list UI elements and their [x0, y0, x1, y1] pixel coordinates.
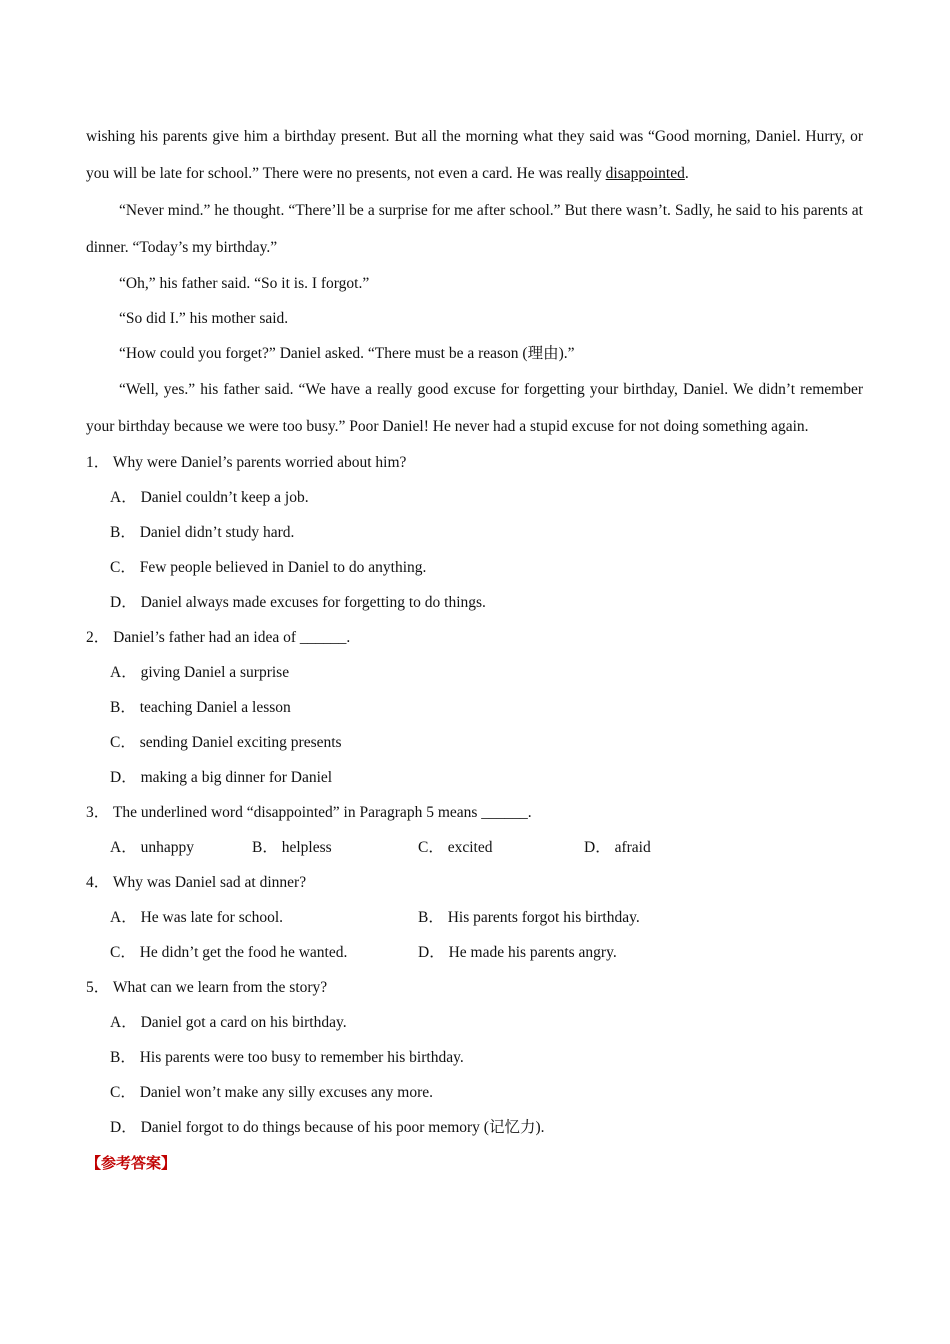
question-5: [86, 970, 863, 1145]
question-4-options-row-2: [86, 935, 863, 970]
question-3-option-c[interactable]: C． excited: [418, 839, 493, 856]
question-2-option-a[interactable]: A． giving Daniel a surprise: [110, 664, 290, 681]
question-3-stem: 3． The underlined word “disappointed” in Paragraph 5 means ______.: [86, 804, 532, 821]
document-page: [86, 118, 863, 1181]
question-4: [86, 865, 863, 970]
question-1-option-c[interactable]: C． Few people believed in Daniel to do anything.: [110, 559, 427, 576]
question-1-stem: 1． Why were Daniel’s parents worried about him?: [86, 454, 407, 471]
question-1: [86, 445, 863, 620]
question-4-options-row-1: [86, 900, 863, 935]
passage-paragraph-1-end: .: [684, 165, 689, 182]
question-3-option-d[interactable]: D． afraid: [584, 839, 651, 856]
question-3-option-a[interactable]: A． unhappy: [110, 839, 194, 856]
question-1-option-a[interactable]: A． Daniel couldn’t keep a job.: [110, 489, 309, 506]
question-5-option-b[interactable]: B． His parents were too busy to remember his birthday.: [110, 1049, 464, 1066]
passage-paragraph-3: “Oh,” his father said. “So it is. I forgot.”: [119, 275, 370, 292]
question-2-option-d[interactable]: D． making a big dinner for Daniel: [110, 769, 333, 786]
question-4-option-b[interactable]: B． His parents forgot his birthday.: [418, 909, 640, 926]
question-3-option-b[interactable]: B． helpless: [252, 839, 332, 856]
question-1-option-b[interactable]: B． Daniel didn’t study hard.: [110, 524, 295, 541]
question-4-option-d[interactable]: D． He made his parents angry.: [418, 944, 617, 961]
question-5-option-c[interactable]: C． Daniel won’t make any silly excuses any more.: [110, 1084, 433, 1101]
question-5-option-a[interactable]: A． Daniel got a card on his birthday.: [110, 1014, 347, 1031]
passage-paragraph-1-text: wishing his parents give him a birthday present. But all the morning what they said was “Good morning, Daniel. Hurry, or you will be late for school.” There were no presents, not even a card. He was really: [86, 128, 863, 182]
question-4-option-a[interactable]: A． He was late for school.: [110, 909, 284, 926]
passage-paragraph-5: “How could you forget?” Daniel asked. “There must be a reason (理由).”: [119, 345, 575, 362]
passage-paragraph-4: “So did I.” his mother said.: [119, 310, 289, 327]
question-4-stem: 4． Why was Daniel sad at dinner?: [86, 874, 307, 891]
question-5-stem: 5． What can we learn from the story?: [86, 979, 328, 996]
question-2: [86, 620, 863, 795]
question-2-stem: 2． Daniel’s father had an idea of ______.: [86, 629, 351, 646]
underlined-word-disappointed: disappointed: [605, 165, 685, 182]
passage-paragraph-6: “Well, yes.” his father said. “We have a really good excuse for forgetting your birthday, Daniel. We didn’t remember your birthday because we were too busy.” Poor Daniel! He never had a stupid excuse for not doing something again.: [86, 381, 863, 435]
passage-paragraph-1: [86, 118, 863, 192]
question-2-option-b[interactable]: B． teaching Daniel a lesson: [110, 699, 291, 716]
question-5-option-d[interactable]: D． Daniel forgot to do things because of his poor memory (记忆力).: [110, 1119, 545, 1136]
question-4-option-c[interactable]: C． He didn’t get the food he wanted.: [110, 944, 348, 961]
question-3-options-row: [86, 830, 863, 865]
question-1-option-d[interactable]: D． Daniel always made excuses for forgetting to do things.: [110, 594, 486, 611]
question-3: [86, 795, 863, 865]
answer-heading: 【参考答案】: [86, 1154, 177, 1172]
passage-paragraph-2: “Never mind.” he thought. “There’ll be a surprise for me after school.” But there wasn’t. Sadly, he said to his parents at dinner. “Today’s my birthday.”: [86, 202, 863, 256]
question-2-option-c[interactable]: C． sending Daniel exciting presents: [110, 734, 342, 751]
